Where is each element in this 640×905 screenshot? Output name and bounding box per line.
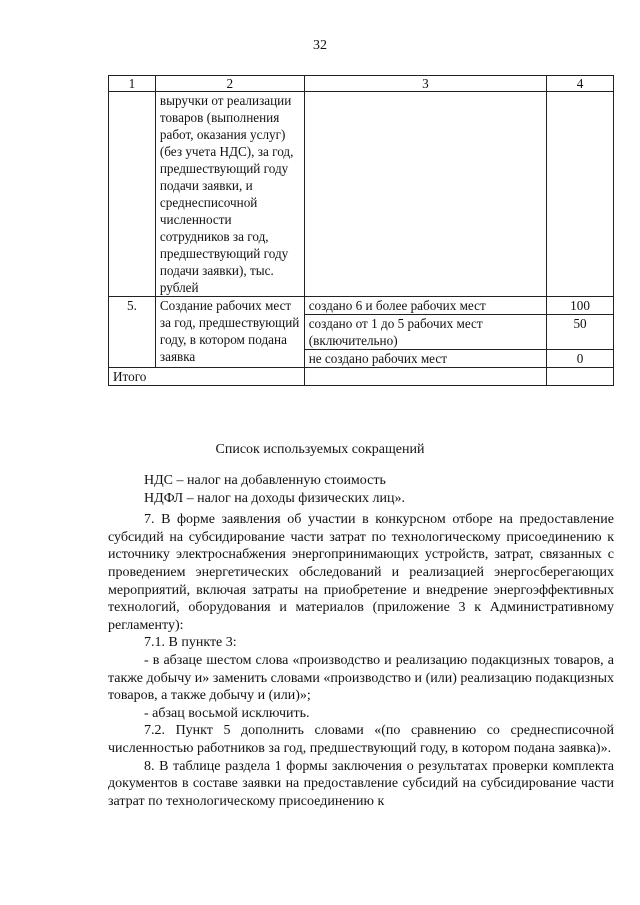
row-number: 5. xyxy=(109,297,156,368)
continued-criterion-text: выручки от реализации товаров (выполнения работ, оказания услуг) (без учета НДС), за год, предшествующий году подачи заявки, и среднесписочной численности сотрудников за год, предшествующий году подачи заявки), тыс. рублей xyxy=(155,92,304,297)
table-total-row xyxy=(109,368,614,386)
table-header-cell: 2 xyxy=(155,76,304,92)
table-header-cell: 3 xyxy=(304,76,546,92)
option-text: создано от 1 до 5 рабочих мест (включительно) xyxy=(304,315,546,350)
paragraph: - в абзаце шестом слова «производство и реализацию подакцизных товаров, а также добычу и» заменить словами «производство и (или) реализацию подакцизных товаров, а также добычу и (или)»; xyxy=(108,652,614,704)
body-text xyxy=(108,472,614,810)
abbreviation-item: НДФЛ – налог на доходы физических лиц». xyxy=(144,490,405,506)
criteria-table xyxy=(108,75,614,386)
table-cell xyxy=(547,92,614,297)
paragraph: 8. В таблице раздела 1 формы заключения о результатах проверки комплекта документов в составе заявки на предоставление субсидий на субсидирование части затрат по технологическому присоединению к xyxy=(108,758,614,809)
option-text: создано 6 и более рабочих мест xyxy=(304,297,546,315)
criterion-text: Создание рабочих мест за год, предшествующий году, в котором подана заявка xyxy=(155,297,304,368)
abbreviation-item: НДС – налог на добавленную стоимость xyxy=(144,473,386,488)
paragraph: 7.2. Пункт 5 дополнить словами «(по сравнению со среднесписочной численностью работников за год, предшествующий году, в котором подана заявка)». xyxy=(108,723,614,756)
table-cell xyxy=(304,92,546,297)
table-cell xyxy=(304,368,546,386)
option-score: 100 xyxy=(547,297,614,315)
option-score: 50 xyxy=(547,315,614,350)
paragraph: - абзац восьмой исключить. xyxy=(144,705,310,721)
table-header-cell: 1 xyxy=(109,76,156,92)
table-cell xyxy=(547,368,614,386)
table-header-row xyxy=(109,76,614,92)
table-cell xyxy=(109,92,156,297)
option-text: не создано рабочих мест xyxy=(304,350,546,368)
option-score: 0 xyxy=(547,350,614,368)
paragraph: 7. В форме заявления об участии в конкурсном отборе на предоставление субсидий на субсидирование части затрат по технологическому присоединению к источнику электроснабжения энергопринимающих устройств, затрат, связанных с проведением энергетических обследований и реализацией энергосберегающих мероприятий, включая затраты на приобретение и внедрение энергоэффективных технологий, оборудования и материалов (приложение 3 к Административному регламенту): xyxy=(108,512,614,633)
table-row xyxy=(109,92,614,297)
paragraph: 7.1. В пункте 3: xyxy=(144,635,237,651)
table-row xyxy=(109,297,614,315)
table-header-cell: 4 xyxy=(547,76,614,92)
section-title: Список используемых сокращений xyxy=(215,442,425,457)
total-label: Итого xyxy=(109,368,305,386)
page-number: 32 xyxy=(313,38,327,53)
